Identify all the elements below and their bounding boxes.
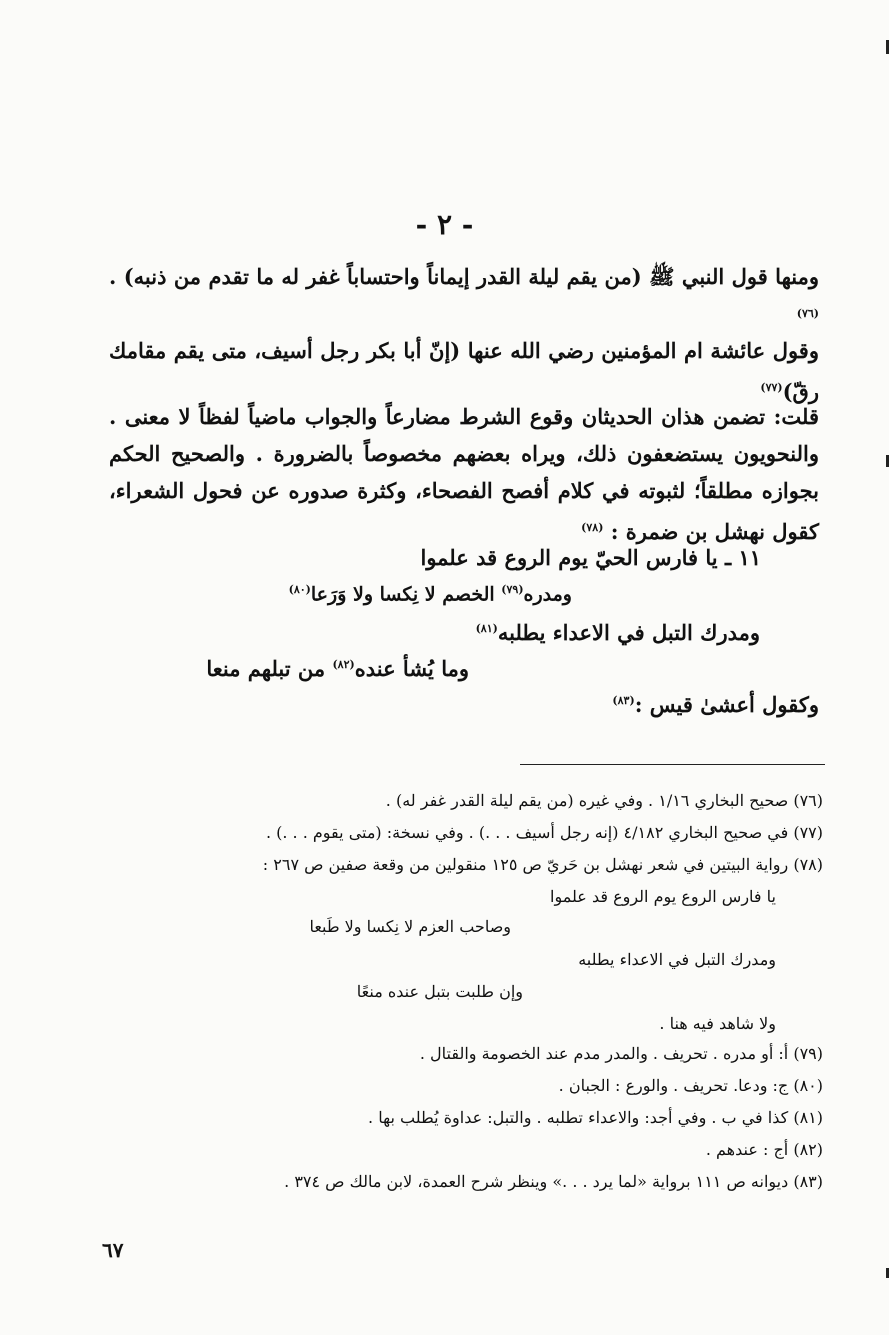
section-heading: - ٢ - [415, 208, 474, 241]
footnote-ref: (٨٢) [332, 658, 355, 671]
footnote-ref: (٨٠) [288, 583, 311, 596]
verse-text: الخصم لا نِكسا ولا وَرَعا [310, 583, 502, 606]
footnote-77: (٧٧) في صحيح البخاري ٤/١٨٢ (إنه رجل أسيف . . .) . وفي نسخة: (متى يقوم . . .) . [265, 823, 823, 842]
footnote-ref: (٨٣) [612, 694, 635, 707]
footnote-separator [520, 764, 825, 765]
footnote-78-verse-2: وصاحب العزم لا نِكسا ولا طَبعا [309, 917, 511, 936]
verse-line-1: ١١ ـ يا فارس الحيّ يوم الروع قد علموا [420, 545, 761, 570]
verse-text: وكقول أعشىٰ قيس : [634, 692, 819, 717]
footnote-ref: (٨١) [475, 622, 498, 635]
footnote-ref: (٧٧) [760, 381, 783, 394]
footnote-78-verse-3: ومدرك التبل في الاعداء يطلبه [578, 950, 776, 969]
footnote-81: (٨١) كذا في ب . وفي أجد: والاعداء تطلبه . والتبل: عداوة يُطلب بها . [368, 1108, 823, 1127]
footnote-79: (٧٩) أ: أو مدره . تحريف . والمدر مدم عند الخصومة والقتال . [419, 1044, 823, 1063]
verse-text: ومدره [523, 583, 572, 606]
footnote-78-verse-4: وإن طلبت بتبل عنده منعًا [356, 982, 523, 1001]
footnote-82: (٨٢) أج : عندهم . [705, 1140, 823, 1159]
footnote-78-verse-1: يا فارس الروع يوم الروع قد علموا [550, 887, 776, 906]
verse-line-3 [476, 620, 760, 645]
verse-text: وما يُشأ عنده [354, 656, 469, 681]
footnote-83: (٨٣) ديوانه ص ١١١ برواية «لما يرد . . .» وينظر شرح العمدة، لابن مالك ص ٣٧٤ . [284, 1172, 823, 1191]
footnote-ref: (٧٨) [581, 521, 604, 534]
paragraph-text: وقول عائشة ام المؤمنين رضي الله عنها (إنّ أبا بكر رجل أسيف، متى يقم مقامك رقّ) [109, 338, 819, 404]
paragraph-text: ومنها قول النبي ﷺ (من يقم ليلة القدر إيماناً واحتساباً غفر له ما تقدم من ذنبه) . [109, 264, 819, 289]
verse-line-2 [289, 583, 572, 605]
verse-line-5 [612, 692, 819, 717]
verse-line-4 [206, 656, 469, 681]
page-number: ٦٧ [102, 1238, 124, 1262]
footnote-78: (٧٨) رواية البيتين في شعر نهشل بن حَريّ ص ١٢٥ منقولين من وقعة صفين ص ٢٦٧ : [262, 855, 823, 874]
paragraph-hadith-1 [109, 258, 819, 336]
footnote-80: (٨٠) ج: ودعا. تحريف . والورع : الجبان . [558, 1076, 823, 1095]
paragraph-commentary [109, 398, 819, 550]
verse-text: من تبلهم منعا [206, 656, 333, 681]
verse-text: ومدرك التبل في الاعداء يطلبه [497, 620, 760, 645]
footnote-ref: (٧٩) [501, 583, 524, 596]
footnote-78-note: ولا شاهد فيه هنا . [659, 1014, 776, 1033]
paragraph-text: قلت: تضمن هذان الحديثان وقوع الشرط مضارعاً والجواب ماضياً لفظاً لا معنى . والنحويون يستضعفون ذلك، ويراه بعضهم مخصوصاً بالضرورة . والصحيح الحكم بجوازه مطلقاً؛ لثبوته في كلام أفصح الفصحاء، وكثرة صدوره عن فحول الشعراء، كقول نهشل بن ضمرة : [109, 404, 819, 544]
footnote-ref: (٧٦) [796, 307, 819, 320]
footnote-76: (٧٦) صحيح البخاري ١/١٦ . وفي غيره (من يقم ليلة القدر غفر له) . [385, 791, 823, 810]
